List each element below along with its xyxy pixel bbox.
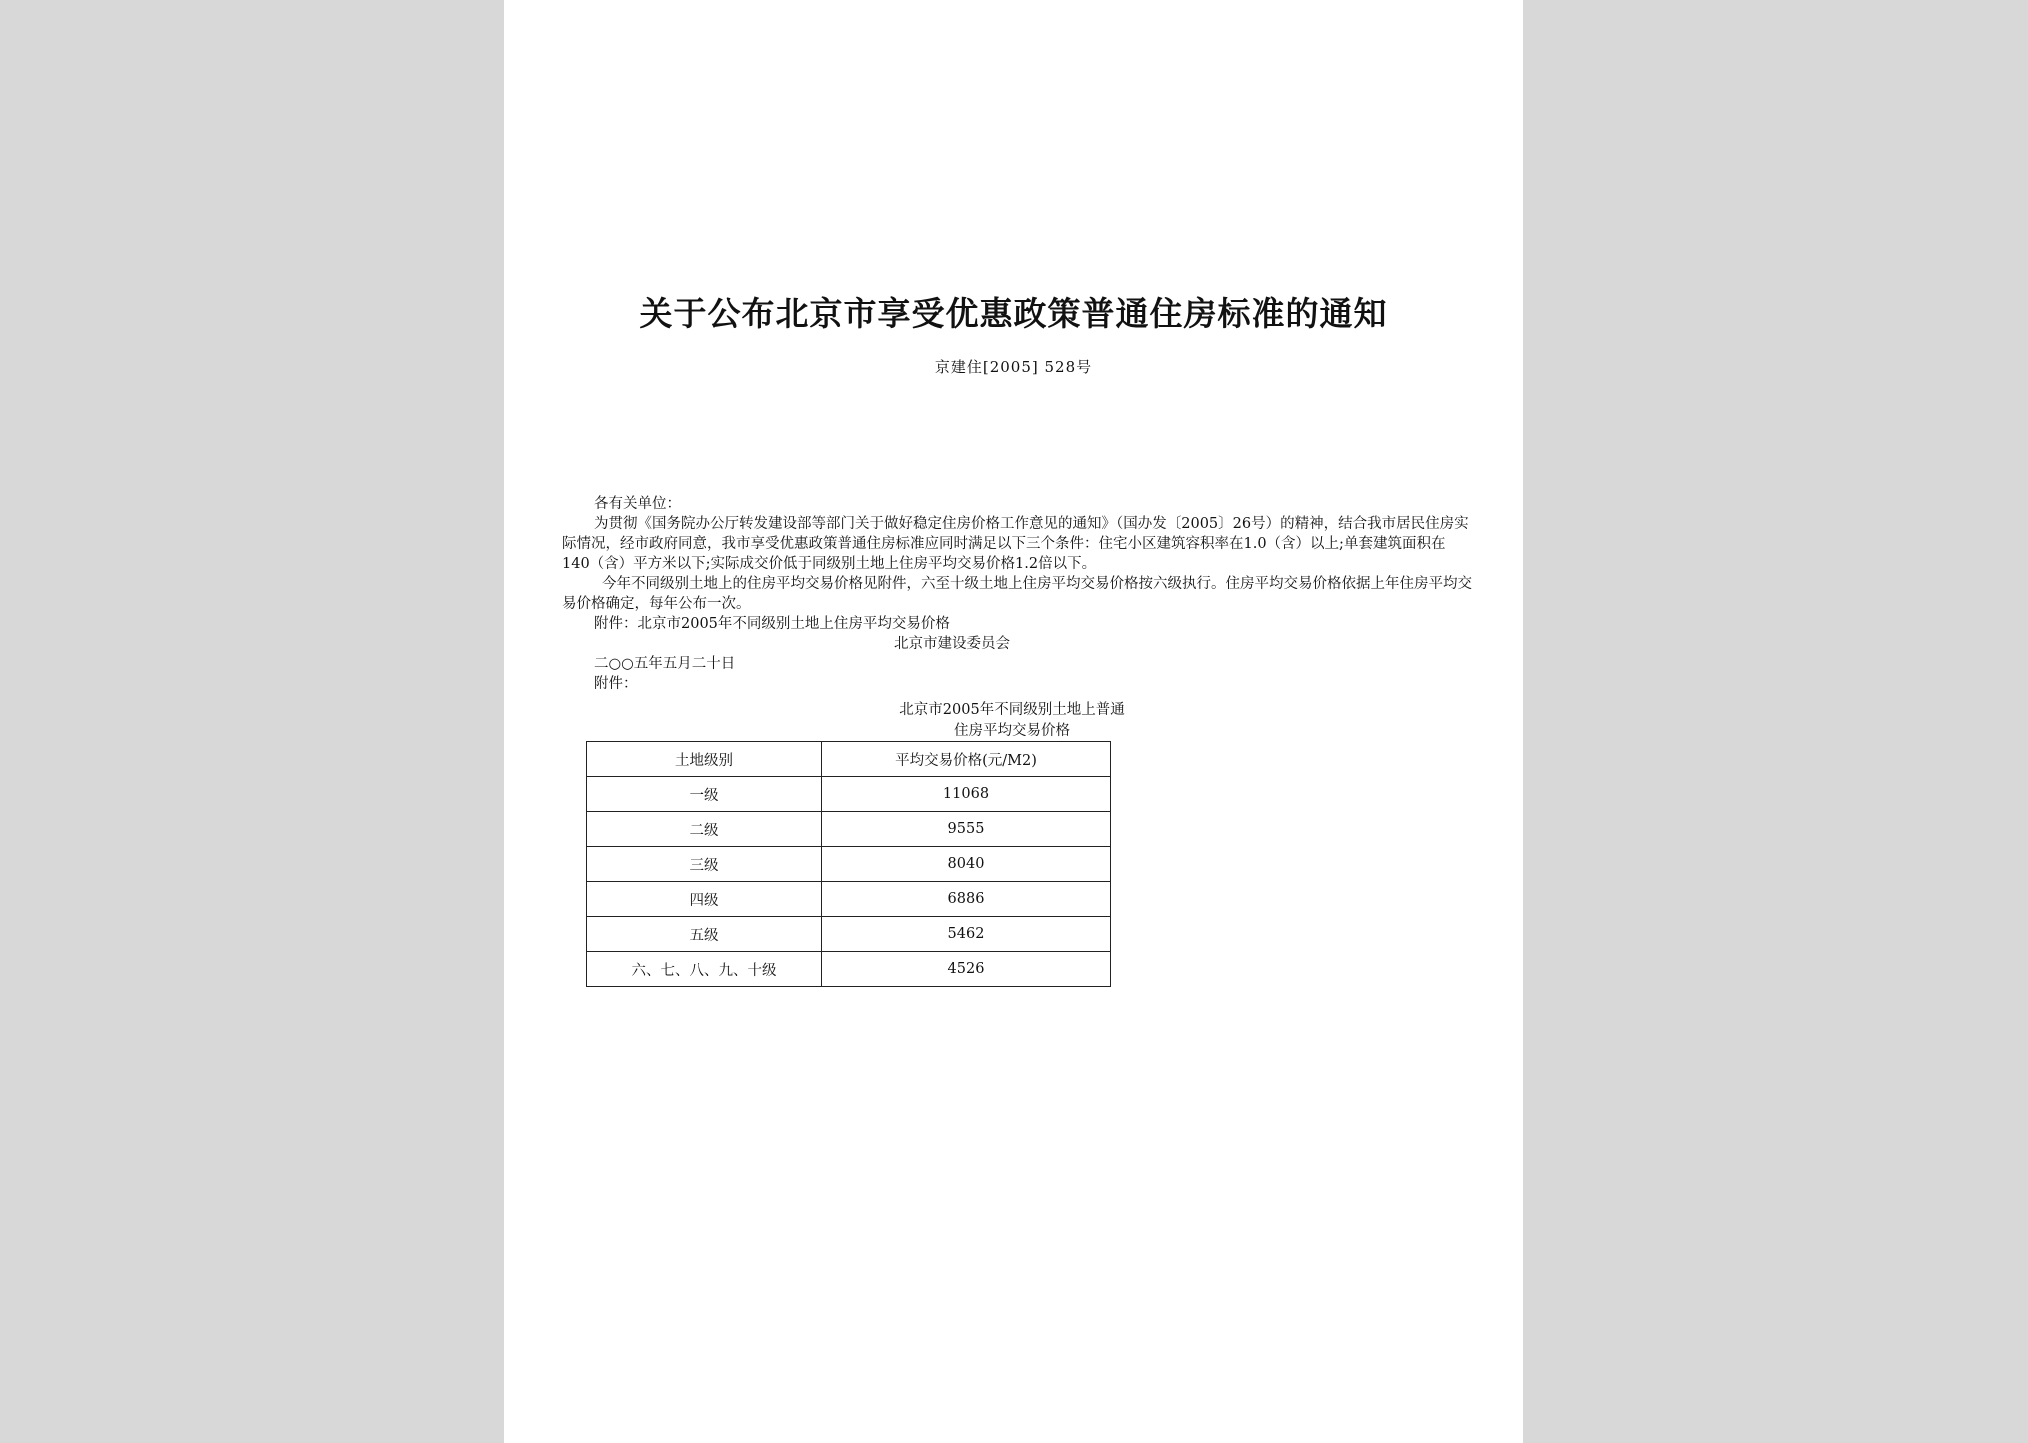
document-page	[504, 0, 1523, 1443]
avg-price-cell: 8040	[822, 847, 1111, 882]
header-avg-price: 平均交易价格(元/M2)	[822, 742, 1111, 777]
land-grade-cell: 五级	[587, 917, 822, 952]
document-body	[562, 494, 1472, 694]
avg-price-cell: 6886	[822, 882, 1111, 917]
header-land-grade: 土地级别	[587, 742, 822, 777]
document-title: 关于公布北京市享受优惠政策普通住房标准的通知	[639, 294, 1388, 333]
land-grade-cell: 六、七、八、九、十级	[587, 952, 822, 987]
issuer: 北京市建设委员会	[894, 636, 1010, 652]
avg-price-cell: 4526	[822, 952, 1111, 987]
table-caption-line-1: 北京市2005年不同级别土地上普通	[899, 702, 1125, 718]
table-row	[587, 882, 1111, 917]
table-row	[587, 777, 1111, 812]
document-number: 京建住[2005] 528号	[934, 358, 1093, 376]
attachment-label: 附件：	[594, 676, 638, 692]
paragraph-2: 今年不同级别土地上的住房平均交易价格见附件，六至十级土地上住房平均交易价格按六级执行。住房平均交易价格依据上年住房平均交易价格确定，每年公布一次。	[562, 576, 1472, 612]
table-row	[587, 917, 1111, 952]
table-row	[587, 812, 1111, 847]
land-grade-cell: 二级	[587, 812, 822, 847]
table-row	[587, 847, 1111, 882]
issue-date: 二○○五年五月二十日	[594, 656, 736, 672]
attachment-line: 附件：北京市2005年不同级别土地上住房平均交易价格	[594, 616, 950, 632]
table-caption-line-2: 住房平均交易价格	[954, 723, 1070, 739]
salutation: 各有关单位：	[594, 496, 681, 512]
land-grade-cell: 四级	[587, 882, 822, 917]
table-row	[587, 952, 1111, 987]
price-table	[586, 741, 1111, 987]
avg-price-cell: 5462	[822, 917, 1111, 952]
table-header-row	[587, 742, 1111, 777]
land-grade-cell: 一级	[587, 777, 822, 812]
table-caption	[822, 700, 1202, 742]
avg-price-cell: 9555	[822, 812, 1111, 847]
paragraph-1: 为贯彻《国务院办公厅转发建设部等部门关于做好稳定住房价格工作意见的通知》（国办发〔2005〕26号）的精神，结合我市居民住房实际情况，经市政府同意，我市享受优惠政策普通住房标准应同时满足以下三个条件：住宅小区建筑容积率在1.0（含）以上;单套建筑面积在140（含）平方米以下;实际成交价低于同级别土地上住房平均交易价格1.2倍以下。	[562, 516, 1469, 572]
land-grade-cell: 三级	[587, 847, 822, 882]
avg-price-cell: 11068	[822, 777, 1111, 812]
